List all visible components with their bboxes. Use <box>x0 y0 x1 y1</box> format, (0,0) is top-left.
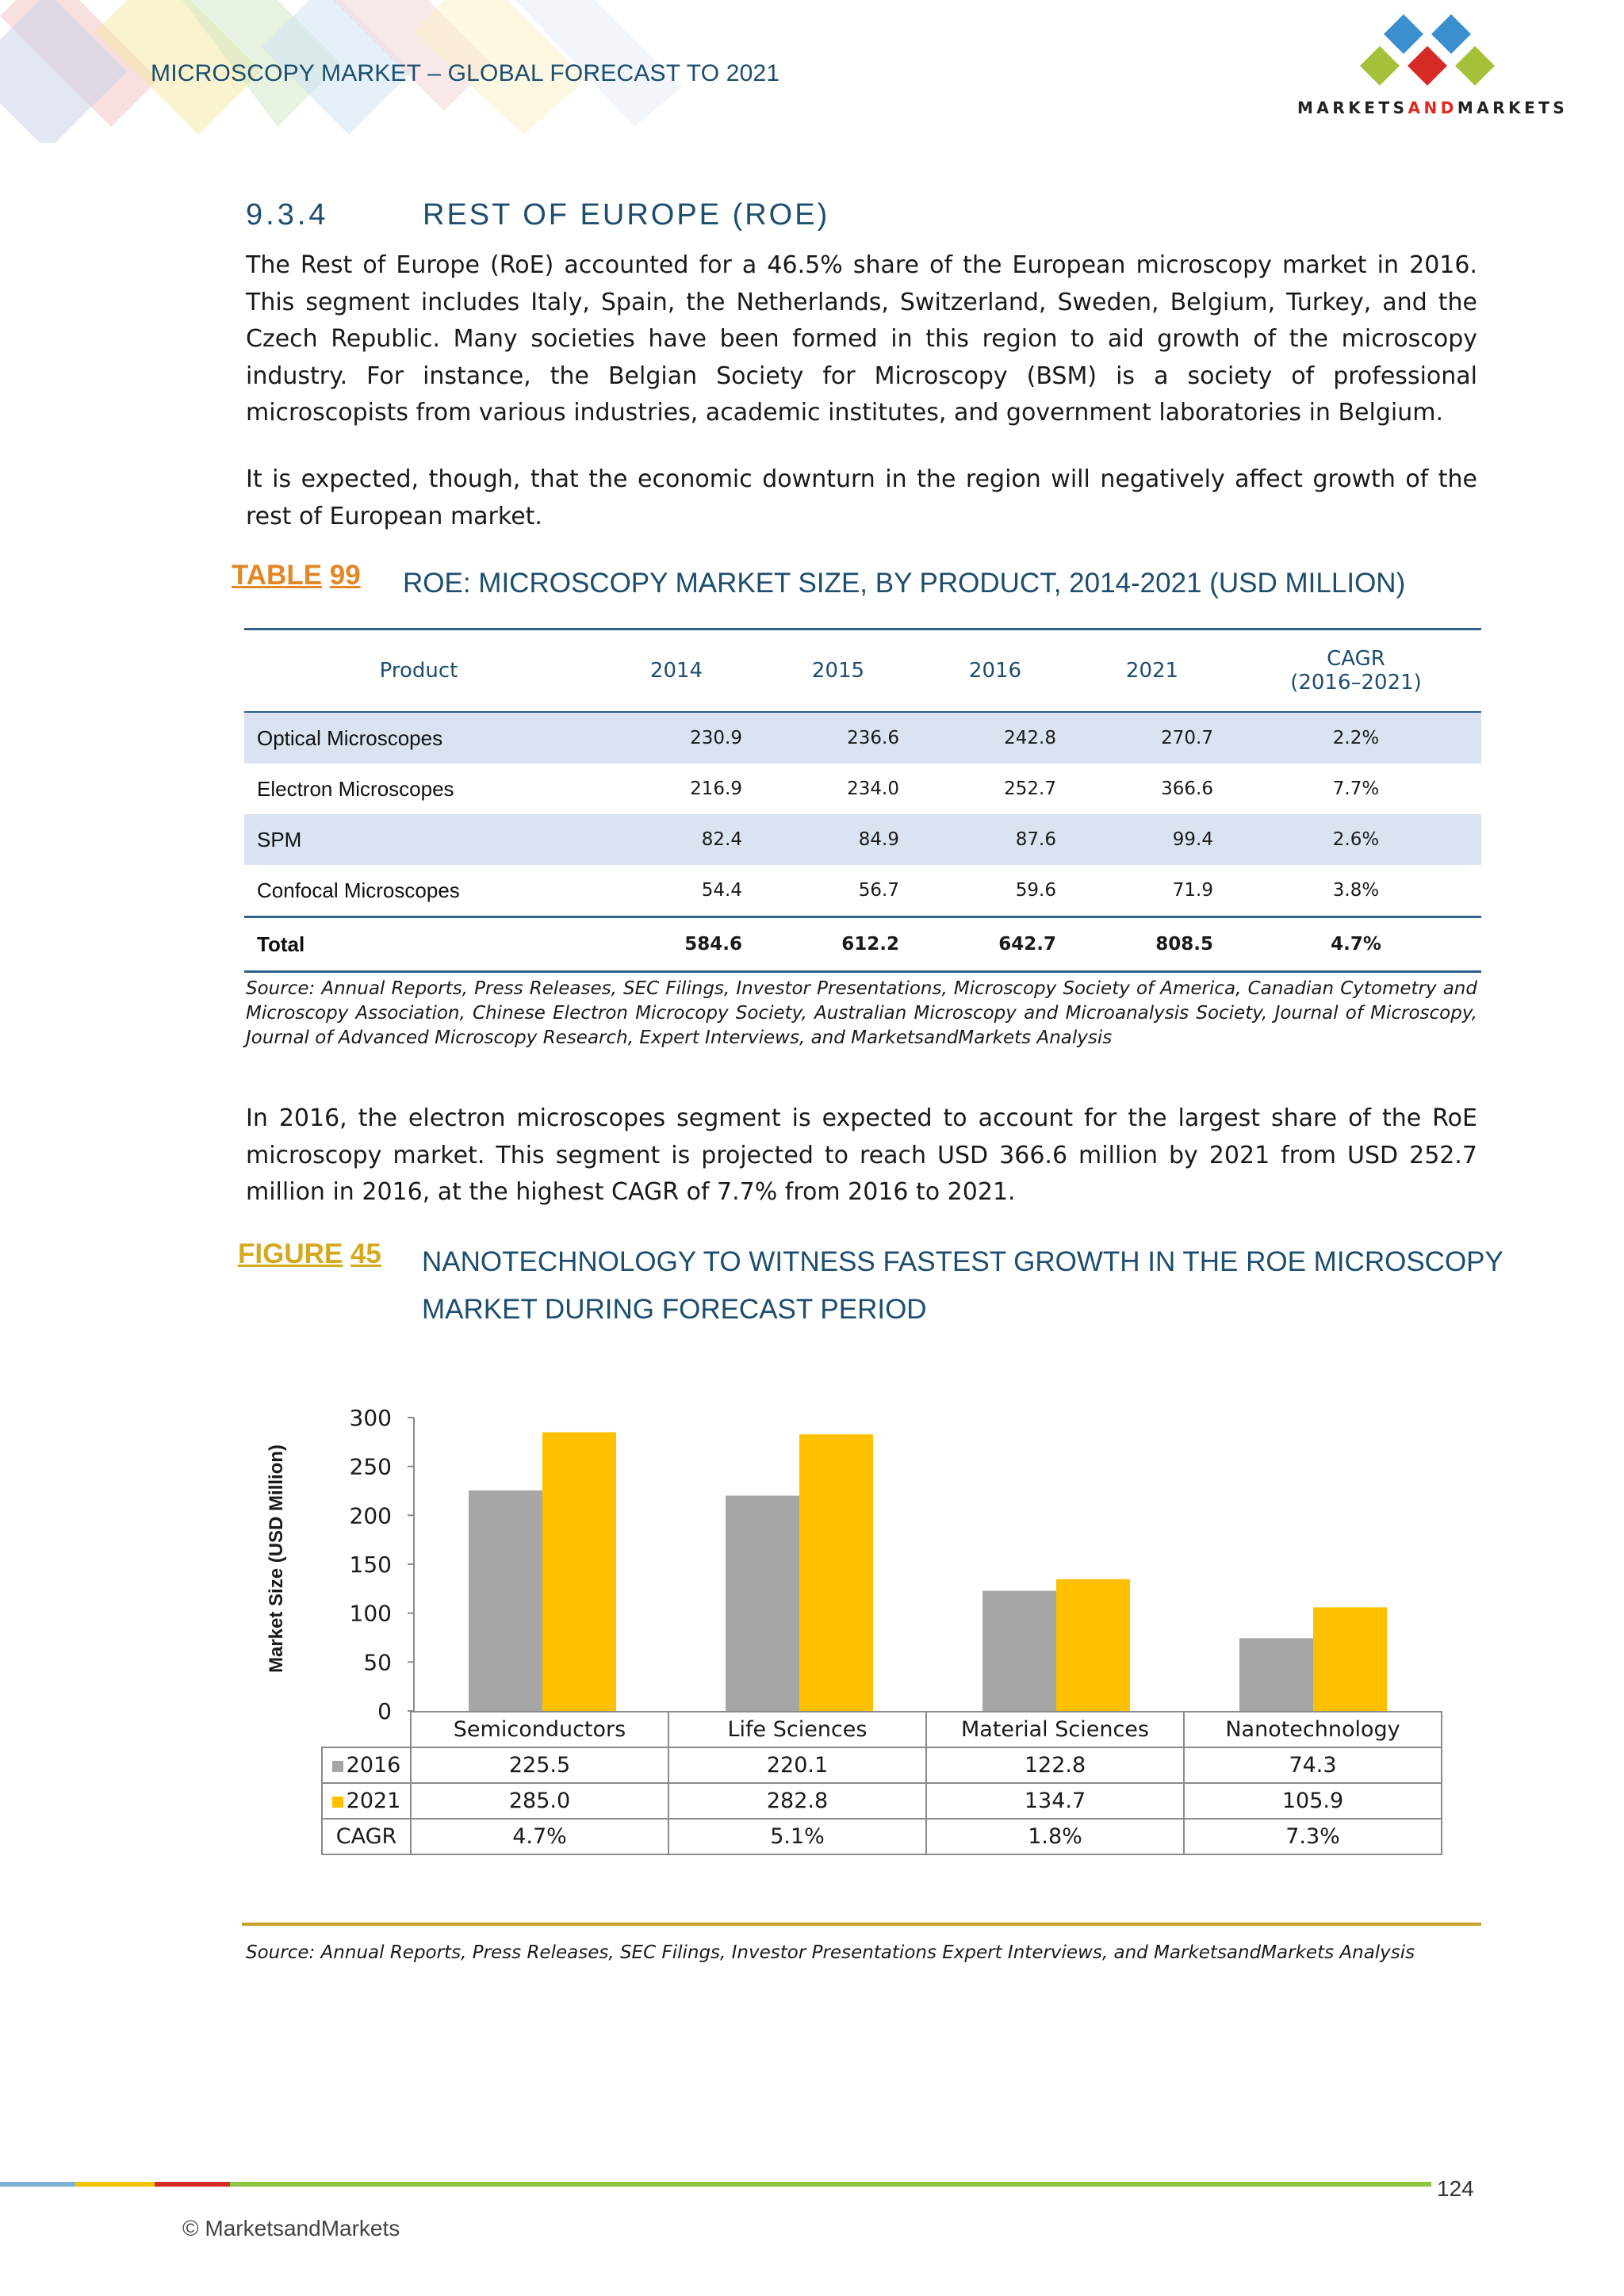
legend-2021: 2021 <box>322 1783 411 1819</box>
data-label-2016: 122.8 <box>926 1747 1184 1783</box>
footer-bar-segment <box>230 2182 1431 2187</box>
table-row <box>244 712 1481 763</box>
cell-value: 252.7 <box>1004 779 1056 799</box>
data-label-2021: 285.0 <box>411 1783 668 1819</box>
cell-value: 242.8 <box>917 712 1074 763</box>
y-tick-label: 50 <box>363 1649 392 1676</box>
header-cagr: CAGR (2016–2021) <box>1231 629 1481 713</box>
logo-wordmark: MARKETSANDMARKETS <box>1297 98 1568 117</box>
category-label: Life Sciences <box>668 1712 926 1747</box>
bar-chart <box>238 1380 1491 1728</box>
cell-cagr: 7.7% <box>1332 779 1380 799</box>
cell-value: 56.7 <box>858 880 899 901</box>
cell-product: Confocal Microscopes <box>257 878 460 902</box>
cagr-row-label: CAGR <box>322 1819 411 1854</box>
data-table-row-cagr <box>322 1819 1442 1854</box>
y-tick-label: 200 <box>349 1502 392 1529</box>
header-2016: 2016 <box>917 629 1074 713</box>
cell-value: 808.5 <box>1074 917 1231 972</box>
cell-cagr: 2.2% <box>1231 712 1481 763</box>
data-label-2016: 225.5 <box>411 1747 668 1783</box>
bar-2021-material-sciences <box>1056 1579 1130 1711</box>
table-header-row <box>244 629 1481 713</box>
table-row <box>244 865 1481 917</box>
header-2021: 2021 <box>1074 629 1231 713</box>
cell-product: SPM <box>244 814 593 865</box>
data-table-row-2021 <box>322 1783 1442 1819</box>
copyright: © MarketsandMarkets <box>182 2216 400 2241</box>
data-label-2016: 220.1 <box>668 1747 926 1783</box>
cell-value: 82.4 <box>593 814 760 865</box>
footer-bar-segment <box>0 2182 75 2187</box>
header-product: Product <box>244 629 593 713</box>
header-2014: 2014 <box>593 629 760 713</box>
figure-caption-title: NANOTECHNOLOGY TO WITNESS FASTEST GROWTH IN THE ROE MICROSCOPY MARKET DURING FORECAST PERIOD <box>422 1246 1503 1325</box>
cell-value: 84.9 <box>760 814 917 865</box>
section-number: 9.3.4 <box>246 198 329 232</box>
cell-value: 99.4 <box>1074 814 1231 865</box>
data-label-2021: 105.9 <box>1184 1783 1442 1819</box>
table-source-note: Source: Annual Reports, Press Releases, SEC Filings, Investor Presentations, Microscopy Society of America, Canadian Cytometry and Microscopy Association, Chinese Electron Microcopy Society, Australian Microscopy and Microanalysis Society, Journal of Microscopy, Journal of Advanced Microscopy Research, Expert Interviews, and MarketsandMarkets Analysis <box>246 978 1477 1048</box>
data-table-row-2016 <box>322 1747 1442 1783</box>
bar-2016-material-sciences <box>982 1591 1056 1711</box>
table-total-row <box>244 917 1481 972</box>
y-axis-label: Market Size (USD Million) <box>266 1444 287 1673</box>
data-label-2016: 74.3 <box>1184 1747 1442 1783</box>
market-size-table <box>244 628 1481 973</box>
legend-swatch-2021 <box>332 1797 343 1808</box>
cell-cagr: 2.6% <box>1231 814 1481 865</box>
cell-cagr: 4.7% <box>1231 917 1481 972</box>
table-caption-title: ROE: MICROSCOPY MARKET SIZE, BY PRODUCT, 2014-2021 (USD MILLION) <box>403 568 1406 599</box>
cell-value: 234.0 <box>847 779 899 799</box>
data-label-2021: 134.7 <box>926 1783 1184 1819</box>
figure-source-note: Source: Annual Reports, Press Releases, SEC Filings, Investor Presentations Expert Interviews, and MarketsandMarkets Analysis <box>246 1942 1415 1963</box>
document-header-title: MICROSCOPY MARKET – GLOBAL FORECAST TO 2021 <box>151 60 780 86</box>
cell-value: 87.6 <box>917 814 1074 865</box>
bar-2016-life-sciences <box>726 1496 799 1711</box>
paragraph-1: The Rest of Europe (RoE) accounted for a 46.5% share of the European microscopy market in 2016. This segment includes Italy, Spain, the Netherlands, Switzerland, Sweden, Belgium, Turkey, and the Czech Republic. Many societies have been formed in this region to aid growth of the microscopy industry. For instance, the Belgian Society for Microscopy (BSM) is a society of professional microscopists from various industries, academic institutes, and government laboratories in Belgium. <box>246 251 1477 427</box>
y-tick-label: 250 <box>349 1453 392 1480</box>
table-row <box>244 763 1481 814</box>
y-tick-label: 150 <box>349 1552 392 1578</box>
cell-value: 612.2 <box>760 917 917 972</box>
cagr-value: 5.1% <box>668 1819 926 1854</box>
legend-2016: 2016 <box>322 1747 411 1783</box>
paragraph-2: It is expected, though, that the economic downturn in the region will negatively affect growth of the rest of European market. <box>246 465 1477 530</box>
cagr-value: 7.3% <box>1184 1819 1442 1854</box>
cell-value: 236.6 <box>760 712 917 763</box>
cell-value: 71.9 <box>1172 880 1213 901</box>
marketsandmarkets-logo-icon <box>1360 14 1519 94</box>
cell-cagr: 3.8% <box>1332 880 1380 901</box>
cell-product: Electron Microscopes <box>257 776 454 801</box>
y-tick-label: 0 <box>377 1698 392 1724</box>
footer-bar-segment <box>155 2182 230 2187</box>
cagr-value: 1.8% <box>926 1819 1184 1854</box>
chart-data-table <box>321 1711 1442 1855</box>
cell-product: Optical Microscopes <box>244 712 593 763</box>
data-table-category-row <box>322 1712 1442 1747</box>
cell-value: 270.7 <box>1074 712 1231 763</box>
cell-value: 59.6 <box>1015 880 1056 901</box>
cell-value: 54.4 <box>701 880 742 901</box>
table-row <box>244 814 1481 865</box>
bar-2016-nanotechnology <box>1239 1638 1313 1711</box>
footer-bar-segment <box>75 2182 155 2187</box>
bar-2021-nanotechnology <box>1313 1607 1387 1711</box>
bar-2016-semiconductors <box>469 1490 542 1711</box>
cell-value: 642.7 <box>917 917 1074 972</box>
section-title: REST OF EUROPE (ROE) <box>423 198 830 232</box>
cell-product: Total <box>244 917 593 972</box>
legend-swatch-2016 <box>332 1761 343 1772</box>
figure-divider <box>242 1923 1481 1926</box>
y-tick-label: 300 <box>349 1405 392 1431</box>
header-2015: 2015 <box>760 629 917 713</box>
category-label: Semiconductors <box>411 1712 668 1747</box>
cell-value: 216.9 <box>690 779 742 799</box>
figure-caption-label: FIGURE 45 <box>238 1238 381 1269</box>
paragraph-3: In 2016, the electron microscopes segment is expected to account for the largest share of the RoE microscopy market. This segment is projected to reach USD 366.6 million by 2021 from USD 252.7 million in 2016, at the highest CAGR of 7.7% from 2016 to 2021. <box>246 1104 1477 1206</box>
page-number: 124 <box>1437 2176 1474 2201</box>
data-label-2021: 282.8 <box>668 1783 926 1819</box>
category-label: Material Sciences <box>926 1712 1184 1747</box>
category-label: Nanotechnology <box>1184 1712 1442 1747</box>
cell-value: 584.6 <box>593 917 760 972</box>
table-caption-label: TABLE 99 <box>232 560 361 591</box>
cell-value: 230.9 <box>593 712 760 763</box>
cagr-value: 4.7% <box>411 1819 668 1854</box>
cell-value: 366.6 <box>1161 779 1213 799</box>
bar-2021-semiconductors <box>542 1433 616 1712</box>
y-tick-label: 100 <box>349 1600 392 1627</box>
bar-2021-life-sciences <box>799 1434 873 1711</box>
